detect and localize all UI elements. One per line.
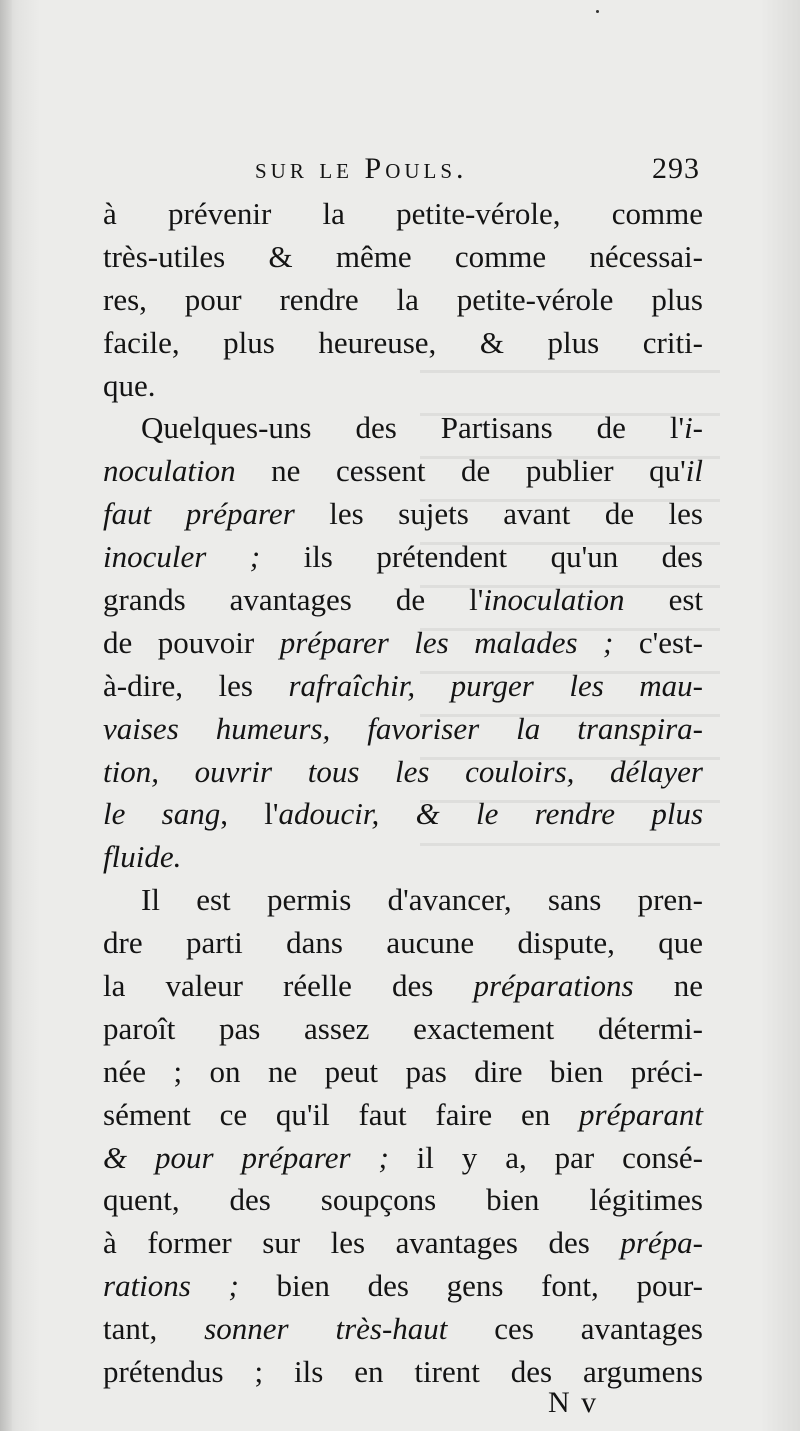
- text-line: res, pour rendre la petite-vérole plus: [103, 281, 703, 317]
- page-number: 293: [652, 152, 700, 185]
- ink-speck: [596, 10, 599, 13]
- text-line: dre parti dans aucune dispute, que: [103, 925, 703, 961]
- page-edge: [0, 0, 12, 1431]
- text-line: que.: [103, 367, 156, 403]
- text-line: Quelques-uns des Partisans de l'i-: [141, 410, 703, 446]
- text-line: faut préparer les sujets avant de les: [103, 496, 703, 532]
- text-line: noculation ne cessent de publier qu'il: [103, 453, 703, 489]
- text-line: à former sur les avantages des prépa-: [103, 1225, 703, 1261]
- text-line: sément ce qu'il faut faire en préparant: [103, 1096, 703, 1132]
- text-line: le sang, l'adoucir, & le rendre plus: [103, 796, 704, 832]
- text-line: rations ; bien des gens font, pour-: [103, 1268, 703, 1304]
- text-line: tion, ouvrir tous les couloirs, délayer: [103, 753, 703, 789]
- page-header: [255, 152, 700, 192]
- text-line: la valeur réelle des préparations ne: [103, 968, 703, 1004]
- text-line: paroît pas assez exactement détermi-: [103, 1010, 703, 1046]
- text-line: à-dire, les rafraîchir, purger les mau-: [103, 667, 703, 703]
- signature-mark: N v: [548, 1386, 599, 1419]
- text-line: quent, des soupçons bien légitimes: [103, 1182, 703, 1218]
- text-line: très-utiles & même comme nécessai-: [103, 238, 703, 274]
- text-line: à prévenir la petite-vérole, comme: [103, 196, 703, 231]
- text-line: Il est permis d'avancer, sans pren-: [141, 882, 703, 918]
- text-line: inoculer ; ils prétendent qu'un des: [103, 539, 703, 575]
- text-line: grands avantages de l'inoculation est: [103, 582, 704, 618]
- text-line: prétendus ; ils en tirent des argumens: [103, 1354, 703, 1390]
- text-line: & pour préparer ; il y a, par consé-: [103, 1139, 703, 1175]
- text-line: de pouvoir préparer les malades ; c'est-: [103, 624, 703, 660]
- text-line: vaises humeurs, favoriser la transpira-: [103, 710, 703, 746]
- text-line: facile, plus heureuse, & plus criti-: [103, 324, 703, 360]
- running-title: sur le Pouls.: [255, 152, 468, 185]
- body-text: [103, 193, 703, 1394]
- text-line: tant, sonner très-haut ces avantages: [103, 1311, 703, 1347]
- text-line: fluide.: [103, 839, 182, 875]
- text-line: née ; on ne peut pas dire bien préci-: [103, 1053, 703, 1089]
